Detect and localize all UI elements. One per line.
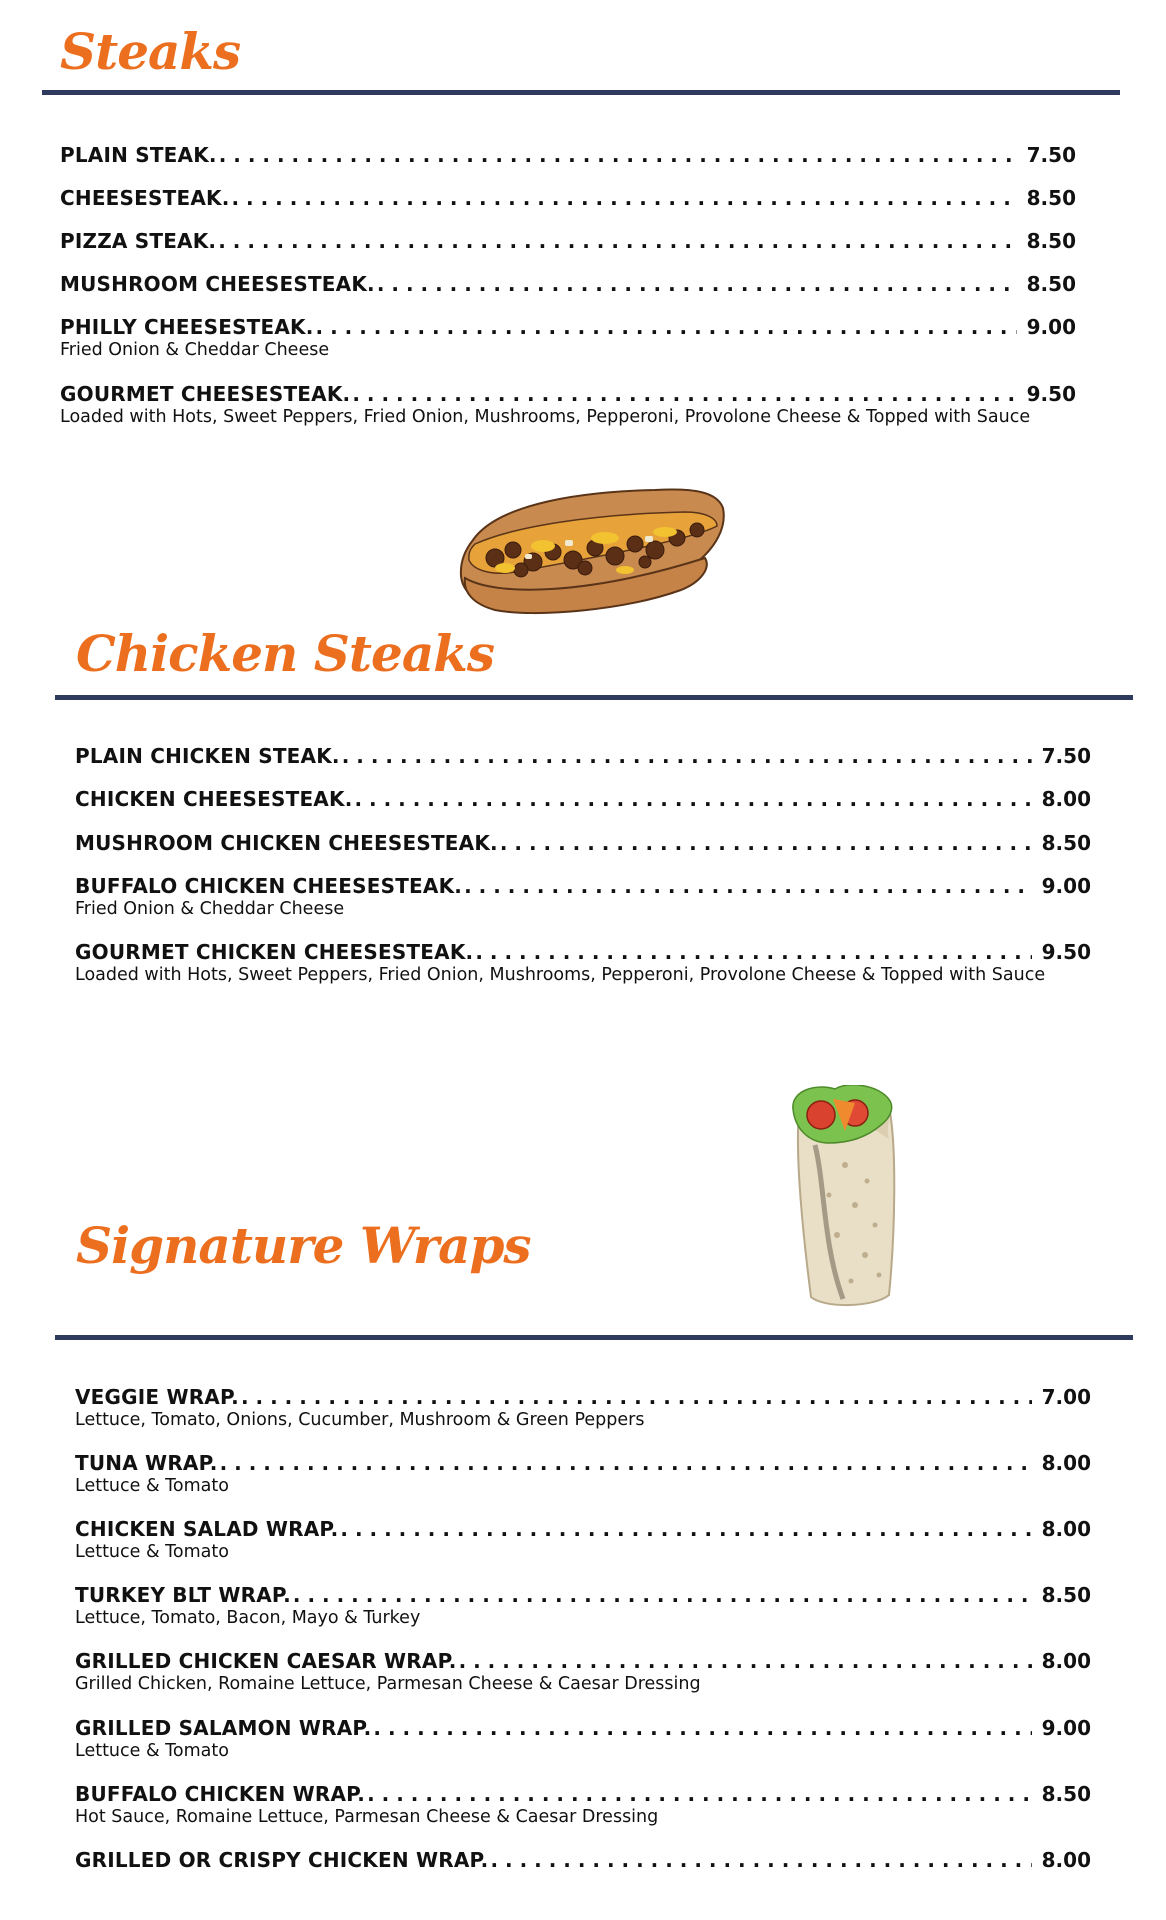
menu-item	[75, 1451, 1091, 1496]
item-name: CHICKEN CHEESESTEAK.	[75, 787, 353, 811]
item-price: 8.50	[1026, 272, 1076, 296]
item-name: PIZZA STEAK.	[60, 229, 217, 253]
item-price: 8.00	[1041, 1848, 1091, 1872]
menu-item	[75, 940, 1091, 985]
dot-leader	[220, 1451, 1032, 1475]
dot-leader	[218, 229, 1016, 253]
menu-item	[75, 874, 1091, 919]
item-description: Loaded with Hots, Sweet Peppers, Fried Onion, Mushrooms, Pepperoni, Provolone Cheese & Topped with Sauce	[60, 407, 1031, 427]
item-description: Lettuce, Tomato, Bacon, Mayo & Turkey	[75, 1608, 421, 1628]
item-price: 9.00	[1041, 874, 1091, 898]
item-description: Loaded with Hots, Sweet Peppers, Fried Onion, Mushrooms, Pepperoni, Provolone Cheese & Topped with Sauce	[75, 965, 1046, 985]
item-price: 8.50	[1026, 186, 1076, 210]
item-name: CHEESESTEAK.	[60, 186, 230, 210]
menu-item	[75, 1583, 1091, 1628]
item-price: 8.00	[1041, 1451, 1091, 1475]
item-name: GRILLED CHICKEN CAESAR WRAP.	[75, 1649, 457, 1673]
menu-item-list	[60, 0, 1076, 440]
item-name: BUFFALO CHICKEN CHEESESTEAK.	[75, 874, 463, 898]
menu-item	[75, 831, 1091, 857]
item-price: 9.00	[1041, 1716, 1091, 1740]
item-price: 7.00	[1041, 1385, 1091, 1409]
item-description: Grilled Chicken, Romaine Lettuce, Parmesan Cheese & Caesar Dressing	[75, 1674, 701, 1694]
menu-item	[60, 272, 1076, 298]
steaks-section	[0, 0, 1166, 440]
menu-item	[60, 315, 1076, 360]
item-name: TURKEY BLT WRAP.	[75, 1583, 291, 1607]
dot-leader	[293, 1583, 1032, 1607]
menu-item	[75, 1517, 1091, 1562]
item-price: 9.00	[1026, 315, 1076, 339]
cheesesteak-sandwich-icon	[455, 478, 735, 626]
menu-item	[75, 1848, 1091, 1874]
item-price: 8.00	[1041, 787, 1091, 811]
item-price: 7.50	[1026, 143, 1076, 167]
dot-leader	[464, 874, 1032, 898]
item-price: 7.50	[1041, 744, 1091, 768]
item-price: 8.50	[1041, 1583, 1091, 1607]
item-name: BUFFALO CHICKEN WRAP.	[75, 1782, 366, 1806]
dot-leader	[241, 1385, 1032, 1409]
item-name: PLAIN STEAK.	[60, 143, 217, 167]
dot-leader	[352, 382, 1016, 406]
item-name: VEGGIE WRAP.	[75, 1385, 239, 1409]
section-title: Chicken Steaks	[76, 624, 495, 683]
item-name: MUSHROOM CHICKEN CHEESESTEAK.	[75, 831, 498, 855]
menu-item	[75, 1782, 1091, 1827]
item-price: 9.50	[1041, 940, 1091, 964]
item-description: Hot Sauce, Romaine Lettuce, Parmesan Cheese & Caesar Dressing	[75, 1807, 659, 1827]
dot-leader	[500, 831, 1032, 855]
menu-item	[60, 229, 1076, 255]
dot-leader	[342, 744, 1032, 768]
menu-item	[75, 744, 1091, 770]
item-price: 9.50	[1026, 382, 1076, 406]
item-price: 8.50	[1041, 1782, 1091, 1806]
menu-item	[75, 1385, 1091, 1430]
menu-item-list	[75, 1200, 1091, 1920]
dot-leader	[232, 186, 1017, 210]
menu-item	[75, 1716, 1091, 1761]
item-description: Fried Onion & Cheddar Cheese	[60, 340, 330, 360]
item-price: 8.50	[1041, 831, 1091, 855]
item-name: TUNA WRAP.	[75, 1451, 218, 1475]
item-price: 8.00	[1041, 1517, 1091, 1541]
item-name: PHILLY CHEESESTEAK.	[60, 315, 314, 339]
menu-item	[60, 186, 1076, 212]
item-description: Fried Onion & Cheddar Cheese	[75, 899, 345, 919]
item-name: PLAIN CHICKEN STEAK.	[75, 744, 340, 768]
menu-item-list	[75, 610, 1091, 1010]
dot-leader	[373, 1716, 1031, 1740]
item-description: Lettuce & Tomato	[75, 1741, 229, 1761]
item-price: 8.00	[1041, 1649, 1091, 1673]
signature-wraps-section	[0, 1200, 1166, 1920]
item-name: GOURMET CHICKEN CHEESESTEAK.	[75, 940, 474, 964]
item-name: MUSHROOM CHEESESTEAK.	[60, 272, 375, 296]
item-name: GRILLED SALAMON WRAP.	[75, 1716, 372, 1740]
item-description: Lettuce & Tomato	[75, 1542, 229, 1562]
item-name: GOURMET CHEESESTEAK.	[60, 382, 351, 406]
section-title: Steaks	[60, 22, 241, 81]
menu-item	[60, 143, 1076, 169]
dot-leader	[459, 1649, 1032, 1673]
item-name: GRILLED OR CRISPY CHICKEN WRAP.	[75, 1848, 489, 1872]
section-title: Signature Wraps	[76, 1216, 531, 1275]
dot-leader	[340, 1517, 1031, 1541]
dot-leader	[475, 940, 1031, 964]
dot-leader	[316, 315, 1017, 339]
menu-item	[75, 787, 1091, 813]
item-price: 8.50	[1026, 229, 1076, 253]
item-description: Lettuce, Tomato, Onions, Cucumber, Mushroom & Green Peppers	[75, 1410, 645, 1430]
dot-leader	[355, 787, 1032, 811]
dot-leader	[367, 1782, 1032, 1806]
dot-leader	[219, 143, 1017, 167]
item-name: CHICKEN SALAD WRAP.	[75, 1517, 339, 1541]
item-description: Lettuce & Tomato	[75, 1476, 229, 1496]
chicken-steaks-section	[0, 610, 1166, 1010]
menu-item	[75, 1649, 1091, 1694]
dot-leader	[491, 1848, 1032, 1872]
menu-item	[60, 382, 1076, 427]
dot-leader	[377, 272, 1017, 296]
